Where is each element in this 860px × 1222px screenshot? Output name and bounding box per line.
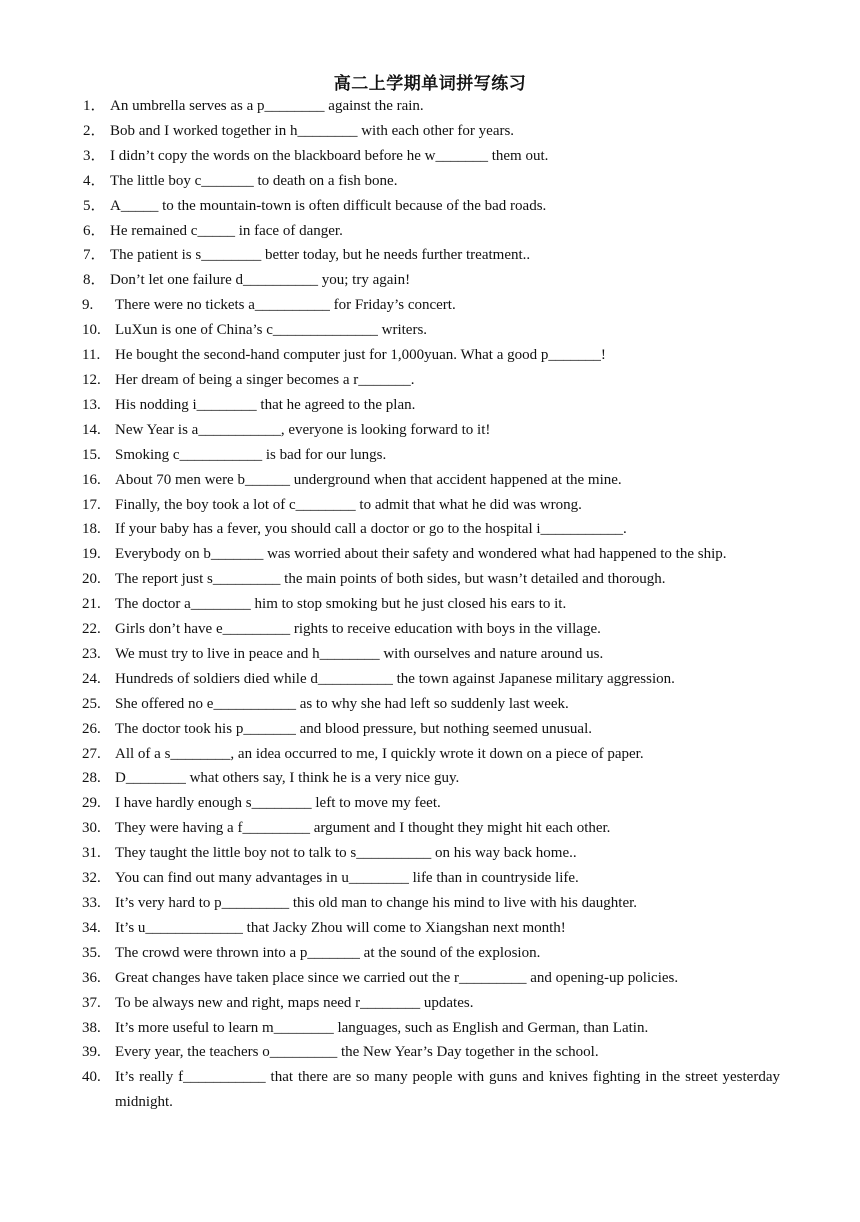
item-text: He bought the second-hand computer just for 1,000yuan. What a good p_______! (115, 347, 606, 364)
item-number: 17. (82, 496, 101, 513)
exercise-item (0, 517, 860, 542)
exercise-item (0, 194, 860, 219)
item-text: To be always new and right, maps need r________ updates. (115, 994, 474, 1011)
exercise-item (0, 343, 860, 368)
item-text: We must try to live in peace and h________ with ourselves and nature around us. (115, 645, 604, 662)
item-text: Everybody on b_______ was worried about their safety and wondered what had happened to the ship. (115, 546, 727, 563)
item-number: 18. (82, 521, 101, 538)
exercise-item (0, 169, 860, 194)
exercise-item (0, 268, 860, 293)
item-number: 33. (82, 895, 101, 911)
item-text: Smoking c___________ is bad for our lungs. (115, 446, 387, 463)
exercise-item (0, 617, 860, 642)
item-text: All of a s________, an idea occurred to me, I quickly wrote it down on a piece of paper. (115, 745, 644, 762)
exercise-item (0, 816, 860, 841)
item-number: 40. (82, 1069, 101, 1086)
item-text: If your baby has a fever, you should call a doctor or go to the hospital i___________. (115, 521, 627, 538)
exercise-item (0, 318, 860, 343)
item-text: You can find out many advantages in u________ life than in countryside life. (115, 870, 579, 887)
exercise-item (0, 791, 860, 816)
item-text: The doctor took his p_______ and blood pressure, but nothing seemed unusual. (115, 720, 593, 737)
item-number: 29. (82, 795, 101, 812)
exercise-item (0, 692, 860, 717)
item-text: I have hardly enough s________ left to move my feet. (115, 795, 441, 812)
exercise-item (0, 219, 860, 244)
exercise-item (0, 243, 860, 268)
exercise-item (0, 468, 860, 493)
item-number: 2． (83, 122, 106, 139)
item-number: 31. (82, 845, 101, 862)
exercise-item (0, 891, 860, 916)
item-number: 12. (82, 371, 101, 388)
item-text: Girls don’t have e_________ rights to receive education with boys in the village. (115, 621, 601, 638)
exercise-item (0, 542, 860, 567)
item-number: 10. (82, 322, 101, 339)
item-number: 5． (83, 197, 106, 214)
exercise-item (0, 717, 860, 742)
exercise-item (0, 1040, 860, 1065)
exercise-item (0, 293, 860, 318)
exercise-item (0, 592, 860, 617)
item-number: 24. (82, 670, 101, 687)
item-text: There were no tickets a__________ for Friday’s concert. (115, 297, 456, 314)
item-number: 21. (82, 596, 101, 613)
item-number: 16. (82, 471, 101, 488)
item-number: 9. (82, 297, 94, 314)
exercise-item (0, 119, 860, 144)
exercise-item (0, 866, 860, 891)
item-number: 37. (82, 994, 101, 1011)
item-number: 26. (82, 720, 101, 737)
item-text: It’s u_____________ that Jacky Zhou will come to Xiangshan next month! (115, 919, 566, 936)
item-text: Every year, the teachers o_________ the New Year’s Day together in the school. (115, 1044, 599, 1061)
item-number: 34. (82, 919, 101, 936)
item-text: She offered no e___________ as to why she had left so suddenly last week. (115, 695, 569, 712)
item-number: 4． (83, 172, 106, 189)
item-text: LuXun is one of China’s c______________ writers. (115, 322, 428, 339)
item-text: New Year is a___________, everyone is looking forward to it! (115, 421, 491, 438)
item-text: They were having a f_________ argument and I thought they might hit each other. (115, 820, 611, 837)
exercise-item (0, 1016, 860, 1041)
item-text: The patient is s________ better today, but he needs further treatment.. (110, 247, 531, 264)
item-text: About 70 men were b______ underground when that accident happened at the mine. (115, 471, 622, 488)
item-number: 3． (83, 147, 106, 164)
item-number: 22. (82, 621, 101, 638)
item-text: It’s more useful to learn m________ languages, such as English and German, than Latin. (115, 1019, 649, 1036)
item-text: Finally, the boy took a lot of c________ to admit that what he did was wrong. (115, 496, 582, 513)
item-number: 7． (83, 247, 106, 264)
item-text: Her dream of being a singer becomes a r_______. (115, 371, 415, 388)
exercise-item (0, 941, 860, 966)
item-number: 8． (83, 272, 106, 289)
item-text: A_____ to the mountain-town is often difficult because of the bad roads. (110, 197, 547, 214)
item-number: 27. (82, 745, 101, 762)
item-number: 32. (82, 870, 101, 887)
item-text: The little boy c_______ to death on a fish bone. (110, 172, 398, 189)
exercise-item (0, 493, 860, 518)
item-text: Hundreds of soldiers died while d__________ the town against Japanese military aggression. (115, 670, 675, 687)
item-number: 35. (82, 944, 101, 961)
exercise-list (0, 94, 860, 1115)
item-text: His nodding i________ that he agreed to the plan. (115, 396, 416, 413)
item-text: Great changes have taken place since we carried out the r_________ and opening-up policies. (115, 969, 679, 986)
item-number: 11. (82, 347, 101, 364)
exercise-item (0, 667, 860, 692)
item-number: 25. (82, 695, 101, 712)
item-text: The crowd were thrown into a p_______ at the sound of the explosion. (115, 944, 541, 961)
item-number: 23. (82, 645, 101, 662)
exercise-item (0, 916, 860, 941)
page-title: 高二上学期单词拼写练习 (333, 74, 527, 94)
item-number: 6． (83, 222, 106, 239)
item-number: 30. (82, 820, 101, 837)
item-number: 38. (82, 1019, 101, 1036)
item-number: 15. (82, 446, 101, 463)
item-text: The report just s_________ the main points of both sides, but wasn’t detailed and thorough. (115, 571, 666, 588)
item-text: Don’t let one failure d__________ you; try again! (110, 272, 411, 289)
exercise-item (0, 1065, 860, 1115)
item-text: The doctor a________ him to stop smoking but he just closed his ears to it. (115, 596, 567, 613)
exercise-item (0, 144, 860, 169)
exercise-item (0, 567, 860, 592)
item-text: I didn’t copy the words on the blackboard before he w_______ them out. (110, 147, 549, 164)
exercise-item (0, 368, 860, 393)
exercise-item (0, 393, 860, 418)
item-text: D________ what others say, I think he is a very nice guy. (115, 770, 460, 787)
item-number: 39. (82, 1044, 101, 1061)
exercise-item (0, 966, 860, 991)
item-text: He remained c_____ in face of danger. (110, 222, 343, 239)
item-text: An umbrella serves as a p________ against the rain. (110, 98, 424, 114)
item-number: 14. (82, 421, 101, 438)
exercise-item (0, 642, 860, 667)
exercise-item (0, 991, 860, 1016)
exercise-item (0, 94, 860, 119)
item-number: 36. (82, 969, 101, 986)
item-number: 13. (82, 396, 101, 413)
item-number: 19. (82, 546, 101, 563)
exercise-item (0, 841, 860, 866)
item-number: 1． (83, 98, 106, 114)
item-text: Bob and I worked together in h________ with each other for years. (110, 122, 515, 139)
item-number: 20. (82, 571, 101, 588)
exercise-item (0, 418, 860, 443)
exercise-item (0, 443, 860, 468)
item-text: It’s really f___________ that there are so many people with guns and knives fighting in the street yesterday midnight. (115, 1069, 780, 1111)
exercise-item (0, 742, 860, 767)
exercise-item (0, 766, 860, 791)
item-text: They taught the little boy not to talk to s__________ on his way back home.. (115, 845, 577, 862)
item-text: It’s very hard to p_________ this old man to change his mind to live with his daughter. (115, 895, 638, 911)
item-number: 28. (82, 770, 101, 787)
